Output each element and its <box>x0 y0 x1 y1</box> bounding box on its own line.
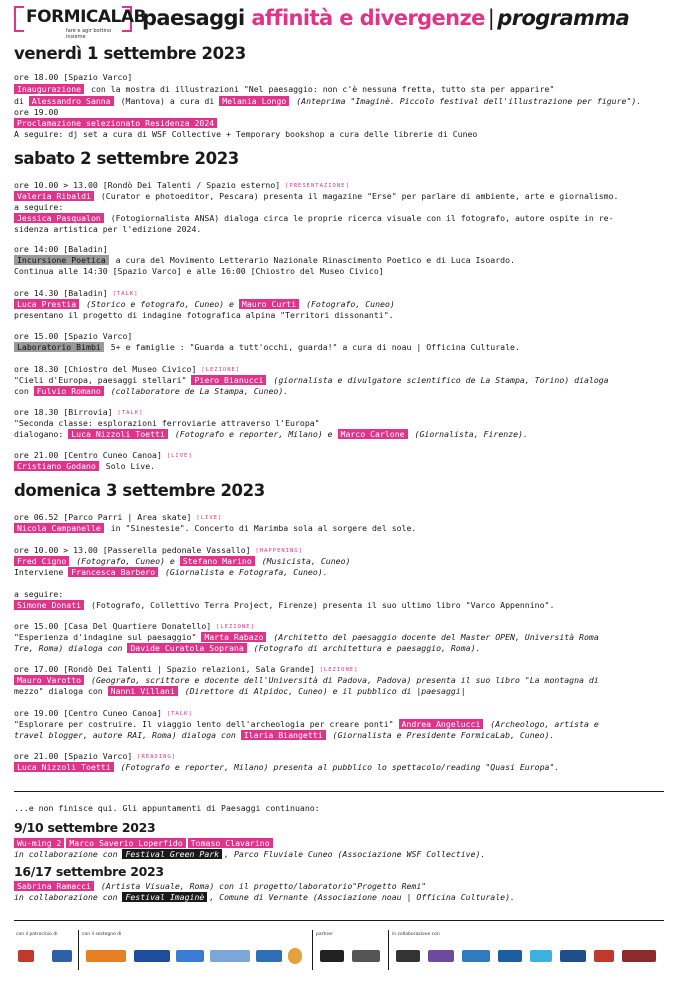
highlight: Luca Nizzoli Toetti <box>14 762 114 772</box>
event-line: presentano il progetto di indagine fotografica alpina "Territori dissonanti". <box>14 310 394 320</box>
highlight: Marco Saverio Loperfido <box>66 838 185 848</box>
event-line: Jessica Pasqualon (Fotogiornalista ANSA) dialoga circa le proprie ricerca visuale con il fotografo, autore ospite in re- <box>14 213 614 223</box>
event-line: Inaugurazione con la mostra di illustrazioni "Nel paesaggio: non c'è nessuna fretta, tutto sta per apparire" <box>14 84 554 94</box>
logo-subtitle: fare e agir bottino insieme <box>66 28 112 40</box>
sponsor-logo <box>86 950 126 962</box>
event-line: A seguire: dj set a cura di WSF Collective + Temporary bookshop a cura delle librerie di Cuneo <box>14 129 478 139</box>
event-line: Nicola Campanelle in "Sinestesie". Concerto di Marimba sola al sorgere del sole. <box>14 523 416 533</box>
sponsor-logo <box>52 950 72 962</box>
event-line: con Fulvio Romano (collaboratore de La Stampa, Cuneo). <box>14 386 289 396</box>
continuation-intro: ...e non finisce qui. Gli appuntamenti di Paesaggi continuano: <box>14 803 320 813</box>
highlight: Francesca Barbero <box>68 567 158 577</box>
event-line: Fred Cigno (Fotografo, Cuneo) e Stefano Marino (Musicista, Cuneo) <box>14 556 350 566</box>
event-tag: [TALK] <box>166 711 193 717</box>
divider <box>14 791 664 792</box>
event-line: in collaborazione con Festival Imaginè , Comune di Vernante (Associazione noau | Officina Culturale). <box>14 892 515 902</box>
highlight: Tomaso Clavarino <box>188 838 273 848</box>
sponsor-logo <box>288 948 302 964</box>
highlight: Valeria Ribaldi <box>14 191 94 201</box>
partner-logo <box>320 950 344 962</box>
event-line: Interviene Francesca Barbero (Giornalista e Fotografa, Cuneo). <box>14 567 328 577</box>
sub-day-heading: 16/17 settembre 2023 <box>14 864 164 879</box>
collaborator-logo <box>428 950 454 962</box>
event-line: dialogano: Luca Nizzoli Toetti (Fotografo e reporter, Milano) e Marco Carlone (Giornalista, Firenze). <box>14 429 528 439</box>
highlight: Festival Green Park <box>122 849 222 859</box>
title-paesaggi: paesaggi <box>142 6 245 30</box>
highlight: Jessica Pasqualon <box>14 213 104 223</box>
highlight: Luca Prestia <box>14 299 79 309</box>
collaborator-logo <box>498 950 522 962</box>
event-tag: [TALK] <box>112 291 139 297</box>
sponsor-logo <box>176 950 204 962</box>
divider <box>14 920 664 921</box>
event-line: Incursione Poetica a cura del Movimento Letterario Nazionale Rinascimento Poetico e di Luca Isoardo. <box>14 255 515 265</box>
highlight: Davide Curatola Soprana <box>127 643 246 653</box>
event-tag: [LEZIONE] <box>201 367 241 373</box>
footer-label-collaborazione: in collaborazione con <box>392 932 440 937</box>
footer-separator <box>78 930 79 970</box>
sponsor-logo <box>256 950 282 962</box>
event-line: ore 10.00 > 13.00 [Passerella pedonale Vassallo] [HAPPENING] <box>14 545 303 555</box>
event-line: Luca Nizzoli Toetti (Fotografo e reporter, Milano) presenta al pubblico lo spettacolo/reading "Quasi Europa". <box>14 762 559 772</box>
event-line: ore 17.00 [Rondò Dei Talenti | Spazio relazioni, Sala Grande] [LEZIONE] <box>14 664 359 674</box>
event-tag: [LIVE] <box>166 453 193 459</box>
event-tag: [READING] <box>137 754 177 760</box>
event-line: Simone Donati (Fotografo, Collettivo Terra Project, Firenze) presenta il suo ultimo libro "Varco Appennino". <box>14 600 554 610</box>
event-line: di Alessandro Sanna (Mantova) a cura di Melania Longo (Anteprima "Imaginè. Piccolo festival dell'illustrazione per figure"). <box>14 96 642 106</box>
event-line: ore 10.00 > 13.00 [Rondò Dei Talenti / Spazio esterno] [PRESENTAZIONE] <box>14 180 350 190</box>
event-line: "Esplorare per costruire. Il viaggio lento dell'archeologia per creare ponti" Andrea Angelucci (Archeologo, artista e <box>14 719 599 729</box>
highlight: Simone Donati <box>14 600 84 610</box>
title-programma: programma <box>497 6 630 30</box>
highlight: Piero Bianucci <box>191 375 266 385</box>
header <box>14 6 664 40</box>
sponsor-logo <box>134 950 170 962</box>
highlight: Nicola Campanelle <box>14 523 104 533</box>
footer-separator <box>312 930 313 970</box>
highlight: Alessandro Sanna <box>29 96 114 106</box>
event-line <box>14 838 275 848</box>
event-tag: [LIVE] <box>196 515 223 521</box>
event-tag: [PRESENTAZIONE] <box>285 183 350 189</box>
event-line: Luca Prestia (Storico e fotografo, Cuneo) e Mauro Curti (Fotografo, Cuneo) <box>14 299 395 309</box>
event-line: ore 14:00 [Baladin] <box>14 244 108 254</box>
event-line: Sabrina Ramacci (Artista Visuale, Roma) con il progetto/laboratorio"Progetto Remi" <box>14 881 426 891</box>
collaborator-logo <box>530 950 552 962</box>
event-line: sidenza artistica per l'edizione 2024. <box>14 224 202 234</box>
highlight: Cristiano Godano <box>14 461 99 471</box>
footer-label-sostegno: con il sostegno di <box>82 932 122 937</box>
event-line: ore 19.00 [Centro Cuneo Canoa] [TALK] <box>14 708 193 718</box>
sponsor-logo <box>18 950 34 962</box>
highlight: Inaugurazione <box>14 84 84 94</box>
highlight: Wu-ming 2 <box>14 838 64 848</box>
highlight: Fred Cigno <box>14 556 69 566</box>
title-separator: | <box>487 6 495 30</box>
sub-day-heading: 9/10 settembre 2023 <box>14 820 156 835</box>
event-line: ore 15.00 [Spazio Varco] <box>14 331 133 341</box>
highlight: Marco Carlone <box>338 429 408 439</box>
highlight: Sabrina Ramacci <box>14 881 94 891</box>
event-line: ore 21.00 [Spazio Varco] [READING] <box>14 751 177 761</box>
event-line: ore 15.00 [Casa Del Quartiere Donatello] [LEZIONE] <box>14 621 255 631</box>
highlight: Proclamazione selezionato Residenza 2024 <box>14 118 217 128</box>
event-line: ore 19.00 <box>14 107 59 117</box>
day-heading-sunday: domenica 3 settembre 2023 <box>14 481 265 500</box>
event-line: Valeria Ribaldi (Curator e photoeditor, Pescara) presenta il magazine "Erse" per parlare di ambiente, arte e giornalismo. <box>14 191 618 201</box>
event-line <box>14 118 219 128</box>
highlight: Mauro Curti <box>239 299 299 309</box>
highlight: Incursione Poetica <box>14 255 109 265</box>
collaborator-logo <box>594 950 614 962</box>
sponsor-logo <box>210 950 250 962</box>
day-heading-friday: venerdì 1 settembre 2023 <box>14 44 246 63</box>
logo-text: FORMICALAB <box>26 7 146 27</box>
highlight: Marta Rabazo <box>201 632 266 642</box>
event-line: Laboratorio Bimbi 5+ e famiglie : "Guarda a tutt'occhi, guarda!" a cura di noau | Officina Culturale. <box>14 342 520 352</box>
highlight: Mauro Varotto <box>14 675 84 685</box>
event-line: a seguire: <box>14 589 64 599</box>
event-line: mezzo" dialoga con Nanni Villani (Direttore di Alpidoc, Cuneo) e il pubblico di |paesaggi| <box>14 686 466 696</box>
page-title <box>142 6 629 30</box>
event-line: in collaborazione con Festival Green Park , Parco Fluviale Cuneo (Associazione WSF Collective). <box>14 849 486 859</box>
logo-bracket-left <box>14 6 24 32</box>
event-line: ore 18.30 [Chiostro del Museo Civico] [LEZIONE] <box>14 364 241 374</box>
footer-label-patrocinio: con il patrocinio di <box>16 932 58 937</box>
event-line: Tre, Roma) dialoga con Davide Curatola Soprana (Fotografo di architettura e paesaggio, Roma). <box>14 643 481 653</box>
event-tag: [HAPPENING] <box>255 548 303 554</box>
event-tag: [TALK] <box>117 410 144 416</box>
highlight: Nanni Villani <box>108 686 178 696</box>
partner-logo <box>352 950 380 962</box>
event-tag: [LEZIONE] <box>319 667 359 673</box>
collaborator-logo <box>396 950 420 962</box>
collaborator-logo <box>560 950 586 962</box>
highlight: Fulvio Romano <box>34 386 104 396</box>
event-line: ore 06.52 [Parco Parri | Area skate] [LIVE] <box>14 512 223 522</box>
highlight: Melania Longo <box>219 96 289 106</box>
event-line: ore 14.30 [Baladin] [TALK] <box>14 288 139 298</box>
highlight: Festival Imaginè <box>122 892 207 902</box>
highlight: Laboratorio Bimbi <box>14 342 104 352</box>
event-line: ore 18.30 [Birrovia] [TALK] <box>14 407 144 417</box>
event-line: travel blogger, autore RAI, Roma) dialoga con Ilaria Biangetti (Giornalista e Presidente FormicaLab, Cuneo). <box>14 730 555 740</box>
collaborator-logo <box>622 950 656 962</box>
highlight: Stefano Marino <box>180 556 255 566</box>
event-line: "Esperienza d'indagine sul paesaggio" Marta Rabazo (Architetto del paesaggio docente del Master OPEN, Università Roma <box>14 632 599 642</box>
collaborator-logo <box>462 950 490 962</box>
event-line: ore 18.00 [Spazio Varco] <box>14 72 133 82</box>
event-line: Cristiano Godano Solo Live. <box>14 461 155 471</box>
event-line: "Cieli d'Europa, paesaggi stellari" Piero Bianucci (giornalista e divulgatore scientifico de La Stampa, Torino) dialoga <box>14 375 609 385</box>
highlight: Luca Nizzoli Toetti <box>68 429 168 439</box>
footer-separator <box>388 930 389 970</box>
highlight: Andrea Angelucci <box>399 719 484 729</box>
event-line: "Seconda classe: esplorazioni ferroviarie attraverso l'Europa" <box>14 418 320 428</box>
event-line: Continua alle 14:30 [Spazio Varco] e alle 16:00 [Chiostro del Museo Civico] <box>14 266 384 276</box>
formicalab-logo <box>14 6 146 40</box>
footer-label-partner: partner <box>316 932 333 937</box>
event-line: ore 21.00 [Centro Cuneo Canoa] [LIVE] <box>14 450 193 460</box>
event-line: a seguire: <box>14 202 64 212</box>
title-affinita: affinità e divergenze <box>251 6 485 30</box>
event-line: Mauro Varotto (Geografo, scrittore e docente dell'Università di Padova, Padova) presenta il suo libro "La montagna di <box>14 675 599 685</box>
event-tag: [LEZIONE] <box>216 624 255 630</box>
day-heading-saturday: sabato 2 settembre 2023 <box>14 149 239 168</box>
highlight: Ilaria Biangetti <box>241 730 326 740</box>
